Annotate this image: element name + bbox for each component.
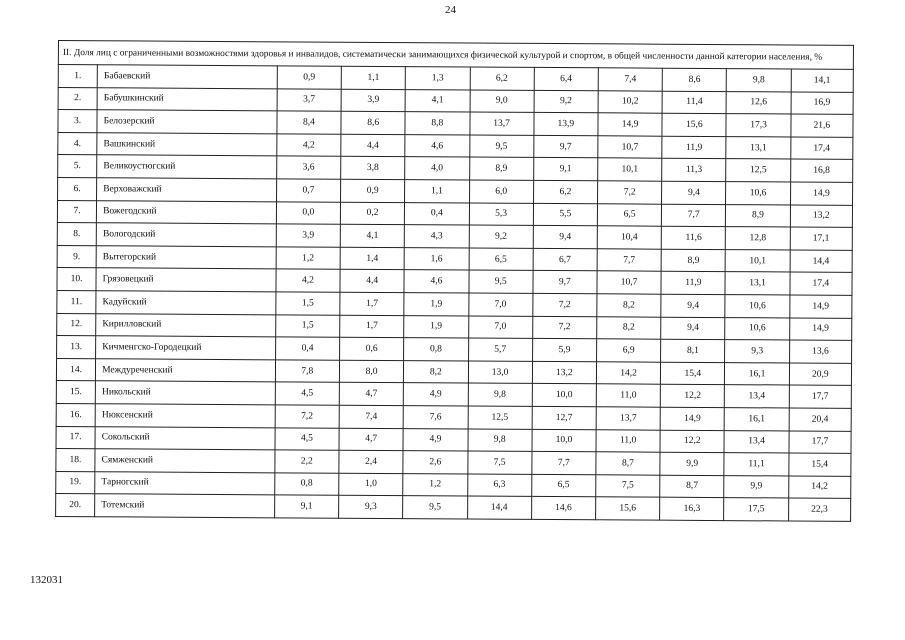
district-name: Вологодский	[96, 223, 276, 247]
value-cell: 4,7	[339, 383, 403, 406]
district-name: Грязовецкий	[96, 268, 276, 292]
value-cell: 9,5	[403, 496, 467, 519]
row-number: 10.	[57, 268, 96, 291]
row-number: 7.	[57, 200, 96, 223]
value-cell: 7,2	[533, 293, 597, 316]
district-name: Сокольский	[95, 426, 275, 450]
value-cell: 4,7	[339, 428, 403, 451]
row-number: 9.	[57, 245, 96, 268]
value-cell: 12,2	[660, 430, 724, 453]
row-number: 12.	[57, 313, 96, 336]
value-cell: 13,6	[789, 340, 851, 363]
value-cell: 8,7	[596, 452, 660, 475]
value-cell: 11,9	[662, 136, 726, 159]
value-cell: 13,1	[725, 272, 789, 295]
value-cell: 12,5	[726, 159, 790, 182]
row-number: 17.	[56, 426, 95, 449]
row-number: 16.	[56, 403, 95, 426]
value-cell: 16,8	[790, 159, 852, 182]
value-cell: 6,4	[534, 67, 598, 90]
value-cell: 7,2	[275, 405, 339, 428]
value-cell: 2,6	[403, 451, 467, 474]
value-cell: 7,2	[597, 181, 661, 204]
value-cell: 6,2	[533, 180, 597, 203]
value-cell: 4,2	[277, 134, 341, 157]
value-cell: 8,2	[404, 360, 468, 383]
value-cell: 7,5	[467, 451, 531, 474]
value-cell: 4,3	[405, 225, 469, 248]
value-cell: 5,3	[469, 203, 533, 226]
district-name: Вытегорский	[96, 245, 276, 269]
value-cell: 1,2	[276, 247, 340, 270]
value-cell: 1,7	[340, 292, 404, 315]
value-cell: 9,5	[469, 135, 533, 158]
row-number: 1.	[58, 65, 97, 88]
value-cell: 9,9	[660, 452, 724, 475]
value-cell: 4,9	[404, 383, 468, 406]
value-cell: 4,4	[341, 134, 405, 157]
value-cell: 16,1	[725, 407, 789, 430]
value-cell: 2,4	[339, 450, 403, 473]
district-name: Вашкинский	[97, 133, 277, 157]
value-cell: 4,1	[405, 89, 469, 112]
value-cell: 8,8	[405, 112, 469, 135]
value-cell: 6,9	[597, 339, 661, 362]
value-cell: 0,9	[277, 66, 341, 89]
value-cell: 17,4	[790, 137, 852, 160]
value-cell: 14,1	[791, 69, 853, 92]
value-cell: 16,3	[660, 497, 724, 520]
district-name: Бабаевский	[97, 65, 277, 89]
row-number: 11.	[57, 290, 96, 313]
value-cell: 13,2	[790, 205, 852, 228]
value-cell: 1,3	[405, 67, 469, 90]
value-cell: 0,6	[340, 337, 404, 360]
value-cell: 12,7	[532, 406, 596, 429]
value-cell: 9,9	[724, 475, 788, 498]
table-heading: II. Доля лиц с ограниченными возможностями здоровья и инвалидов, систематически занимающихся физической культурой и спортом, в общей численности данной категории населения, %	[58, 41, 853, 70]
value-cell: 11,0	[596, 384, 660, 407]
value-cell: 4,5	[275, 382, 339, 405]
value-cell: 12,2	[660, 385, 724, 408]
value-cell: 7,7	[662, 204, 726, 227]
value-cell: 4,9	[403, 428, 467, 451]
value-cell: 0,4	[275, 337, 339, 360]
district-name: Междуреченский	[96, 358, 276, 382]
value-cell: 14,9	[790, 182, 852, 205]
value-cell: 11,4	[662, 91, 726, 114]
row-number: 14.	[56, 358, 95, 381]
value-cell: 8,9	[661, 249, 725, 272]
value-cell: 7,0	[468, 293, 532, 316]
statistics-table	[55, 40, 854, 522]
value-cell: 6,5	[597, 203, 661, 226]
value-cell: 14,9	[598, 113, 662, 136]
value-cell: 1,9	[404, 315, 468, 338]
value-cell: 8,0	[339, 360, 403, 383]
value-cell: 10,7	[598, 136, 662, 159]
value-cell: 14,9	[789, 318, 851, 341]
value-cell: 14,4	[790, 250, 852, 273]
value-cell: 17,5	[724, 498, 788, 521]
value-cell: 5,5	[533, 203, 597, 226]
value-cell: 17,7	[789, 430, 851, 453]
value-cell: 9,2	[534, 90, 598, 113]
value-cell: 5,9	[532, 339, 596, 362]
value-cell: 8,4	[277, 111, 341, 134]
row-number: 18.	[56, 449, 95, 472]
value-cell: 7,5	[596, 474, 660, 497]
value-cell: 1,7	[340, 315, 404, 338]
value-cell: 4,6	[404, 270, 468, 293]
value-cell: 6,0	[469, 180, 533, 203]
row-number: 19.	[56, 471, 95, 494]
value-cell: 10,6	[726, 182, 790, 205]
district-name: Вожегодский	[97, 200, 277, 224]
value-cell: 11,0	[596, 429, 660, 452]
value-cell: 7,7	[597, 249, 661, 272]
value-cell: 9,4	[661, 294, 725, 317]
row-number: 8.	[57, 223, 96, 246]
value-cell: 17,1	[790, 227, 852, 250]
value-cell: 1,2	[403, 473, 467, 496]
value-cell: 21,6	[791, 114, 853, 137]
value-cell: 6,5	[469, 248, 533, 271]
value-cell: 0,2	[340, 202, 404, 225]
value-cell: 5,7	[468, 338, 532, 361]
value-cell: 9,7	[533, 271, 597, 294]
value-cell: 10,7	[597, 271, 661, 294]
row-number: 20.	[56, 494, 95, 517]
value-cell: 13,7	[596, 407, 660, 430]
value-cell: 1,1	[405, 180, 469, 203]
value-cell: 9,5	[468, 270, 532, 293]
value-cell: 6,2	[470, 67, 534, 90]
value-cell: 12,5	[468, 406, 532, 429]
value-cell: 11,1	[724, 453, 788, 476]
value-cell: 7,4	[339, 405, 403, 428]
row-number: 4.	[58, 132, 97, 155]
district-name: Верховажский	[97, 178, 277, 202]
value-cell: 11,9	[661, 272, 725, 295]
value-cell: 13,2	[532, 361, 596, 384]
value-cell: 14,9	[660, 407, 724, 430]
value-cell: 3,6	[276, 156, 340, 179]
value-cell: 2,2	[275, 450, 339, 473]
row-number: 3.	[58, 110, 97, 133]
value-cell: 9,8	[467, 429, 531, 452]
value-cell: 10,1	[726, 249, 790, 272]
value-cell: 10,6	[725, 317, 789, 340]
value-cell: 6,3	[467, 474, 531, 497]
value-cell: 4,4	[340, 270, 404, 293]
district-name: Белозерский	[97, 110, 277, 134]
value-cell: 7,2	[532, 316, 596, 339]
value-cell: 20,4	[789, 408, 851, 431]
value-cell: 8,6	[341, 111, 405, 134]
value-cell: 9,2	[469, 225, 533, 248]
value-cell: 10,2	[598, 90, 662, 113]
value-cell: 8,1	[661, 339, 725, 362]
value-cell: 17,3	[726, 114, 790, 137]
value-cell: 14,6	[531, 497, 595, 520]
value-cell: 1,6	[404, 247, 468, 270]
value-cell: 13,4	[725, 385, 789, 408]
value-cell: 9,3	[725, 340, 789, 363]
value-cell: 14,2	[788, 476, 850, 499]
value-cell: 9,3	[339, 496, 403, 519]
value-cell: 7,7	[532, 451, 596, 474]
value-cell: 13,4	[724, 430, 788, 453]
value-cell: 4,1	[340, 224, 404, 247]
value-cell: 9,7	[534, 135, 598, 158]
value-cell: 3,8	[341, 157, 405, 180]
value-cell: 7,6	[403, 406, 467, 429]
value-cell: 15,4	[789, 453, 851, 476]
value-cell: 15,6	[596, 497, 660, 520]
value-cell: 7,8	[275, 360, 339, 383]
value-cell: 9,4	[662, 181, 726, 204]
value-cell: 0,9	[341, 179, 405, 202]
district-name: Великоустюгский	[97, 155, 277, 179]
value-cell: 1,1	[341, 66, 405, 89]
value-cell: 4,5	[275, 427, 339, 450]
value-cell: 1,0	[339, 473, 403, 496]
value-cell: 17,4	[790, 272, 852, 295]
row-number: 5.	[58, 155, 97, 178]
value-cell: 22,3	[788, 498, 850, 521]
value-cell: 11,6	[661, 226, 725, 249]
value-cell: 8,9	[726, 204, 790, 227]
value-cell: 14,4	[467, 496, 531, 519]
value-cell: 0,7	[276, 179, 340, 202]
value-cell: 9,4	[533, 226, 597, 249]
value-cell: 8,2	[597, 316, 661, 339]
value-cell: 7,0	[468, 316, 532, 339]
value-cell: 6,5	[531, 474, 595, 497]
district-name: Кирилловский	[96, 313, 276, 337]
value-cell: 0,0	[276, 201, 340, 224]
row-number: 13.	[57, 336, 96, 359]
value-cell: 10,6	[725, 295, 789, 318]
value-cell: 13,7	[469, 112, 533, 135]
value-cell: 9,0	[470, 90, 534, 113]
page-number: 24	[445, 4, 456, 16]
district-name: Сямженский	[95, 449, 275, 473]
value-cell: 1,4	[340, 247, 404, 270]
value-cell: 15,4	[661, 362, 725, 385]
value-cell: 3,9	[276, 224, 340, 247]
value-cell: 6,7	[533, 248, 597, 271]
value-cell: 4,6	[405, 134, 469, 157]
row-number: 2.	[58, 87, 97, 110]
value-cell: 13,1	[726, 136, 790, 159]
value-cell: 11,3	[662, 159, 726, 182]
value-cell: 10,0	[532, 384, 596, 407]
district-name: Бабушкинский	[97, 87, 277, 111]
value-cell: 0,4	[405, 202, 469, 225]
value-cell: 8,7	[660, 475, 724, 498]
value-cell: 1,5	[276, 292, 340, 315]
value-cell: 9,1	[533, 158, 597, 181]
value-cell: 8,6	[662, 68, 726, 91]
table-row	[56, 494, 851, 521]
value-cell: 9,8	[468, 383, 532, 406]
value-cell: 3,7	[277, 88, 341, 111]
district-name: Кичменгско-Городецкий	[96, 336, 276, 360]
value-cell: 17,7	[789, 385, 851, 408]
value-cell: 10,0	[532, 429, 596, 452]
value-cell: 4,0	[405, 157, 469, 180]
value-cell: 9,1	[274, 495, 338, 518]
value-cell: 1,9	[404, 293, 468, 316]
district-name: Нюксенский	[95, 404, 275, 428]
value-cell: 3,9	[341, 89, 405, 112]
value-cell: 10,1	[598, 158, 662, 181]
district-name: Тарногский	[95, 471, 275, 495]
value-cell: 12,6	[726, 91, 790, 114]
value-cell: 0,8	[404, 338, 468, 361]
value-cell: 14,2	[596, 362, 660, 385]
row-number: 6.	[58, 177, 97, 200]
value-cell: 14,9	[789, 295, 851, 318]
district-name: Кадуйский	[96, 291, 276, 315]
value-cell: 7,4	[598, 68, 662, 91]
value-cell: 0,8	[275, 473, 339, 496]
value-cell: 8,9	[469, 157, 533, 180]
value-cell: 4,2	[276, 269, 340, 292]
document-code: 132031	[30, 574, 63, 586]
value-cell: 13,0	[468, 361, 532, 384]
value-cell: 10,4	[597, 226, 661, 249]
district-name: Тотемский	[95, 494, 275, 518]
row-number: 15.	[56, 381, 95, 404]
value-cell: 15,6	[662, 113, 726, 136]
value-cell: 1,5	[275, 314, 339, 337]
value-cell: 12,8	[726, 227, 790, 250]
value-cell: 8,2	[597, 294, 661, 317]
value-cell: 9,4	[661, 317, 725, 340]
value-cell: 20,9	[789, 363, 851, 386]
district-name: Никольский	[95, 381, 275, 405]
value-cell: 9,8	[727, 69, 791, 92]
value-cell: 16,9	[791, 92, 853, 115]
value-cell: 16,1	[725, 362, 789, 385]
value-cell: 13,9	[534, 113, 598, 136]
